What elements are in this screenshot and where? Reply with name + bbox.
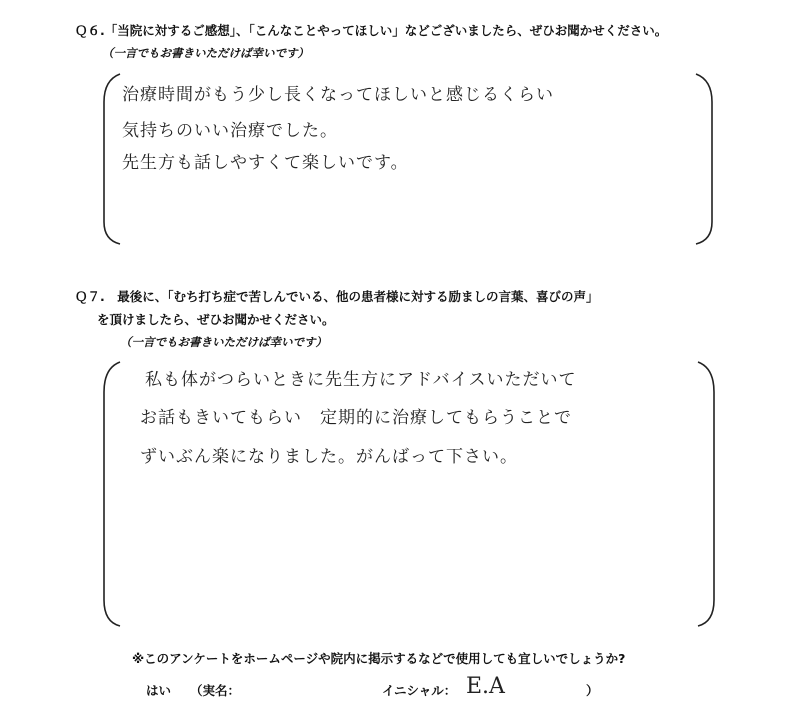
q7-answer-line-1: 私も体がつらいときに先生方にアドバイスいただいて xyxy=(145,370,577,390)
q6-answer-line-2: 気持ちのいい治療でした。 xyxy=(122,121,338,141)
yes-label: はい xyxy=(146,683,172,698)
q7-right-bracket xyxy=(694,360,718,630)
consent-question: ※このアンケートをホームページや院内に掲示するなどで使用しても宜しいでしょうか? xyxy=(132,651,626,666)
q6-answer-line-3: 先生方も話しやすくて楽しいです。 xyxy=(122,153,409,173)
q7-note: （一言でもお書きいただけば幸いです） xyxy=(120,335,327,349)
initial-label: イニシャル： xyxy=(382,683,457,698)
q6-note: （一言でもお書きいただけば幸いです） xyxy=(102,46,309,60)
close-paren: ） xyxy=(586,683,599,698)
q6-right-bracket xyxy=(692,72,716,247)
q7-left-bracket xyxy=(100,360,124,630)
q6-answer-line-1: 治療時間がもう少し長くなってほしいと感じるくらい xyxy=(122,85,554,105)
initial-value: E.A xyxy=(466,674,505,699)
q6-left-bracket xyxy=(100,72,124,247)
q7-question-line-1: Ｑ７. 最後に、「むち打ち症で苦しんでいる、他の患者様に対する励ましの言葉、喜びの声」 xyxy=(75,289,599,304)
q6-question: Ｑ６.「当院に対するご感想」、「こんなことやってほしい」などございましたら、ぜひお聞かせください。 xyxy=(75,23,668,38)
q7-answer-line-3: ずいぶん楽になりました。がんばって下さい。 xyxy=(140,447,518,467)
q7-answer-line-2: お話もきいてもらい 定期的に治療してもらうことで xyxy=(140,408,572,428)
real-name-label: （実名： xyxy=(190,683,241,698)
q7-question-line-2: を頂けましたら、ぜひお聞かせください。 xyxy=(97,312,335,327)
